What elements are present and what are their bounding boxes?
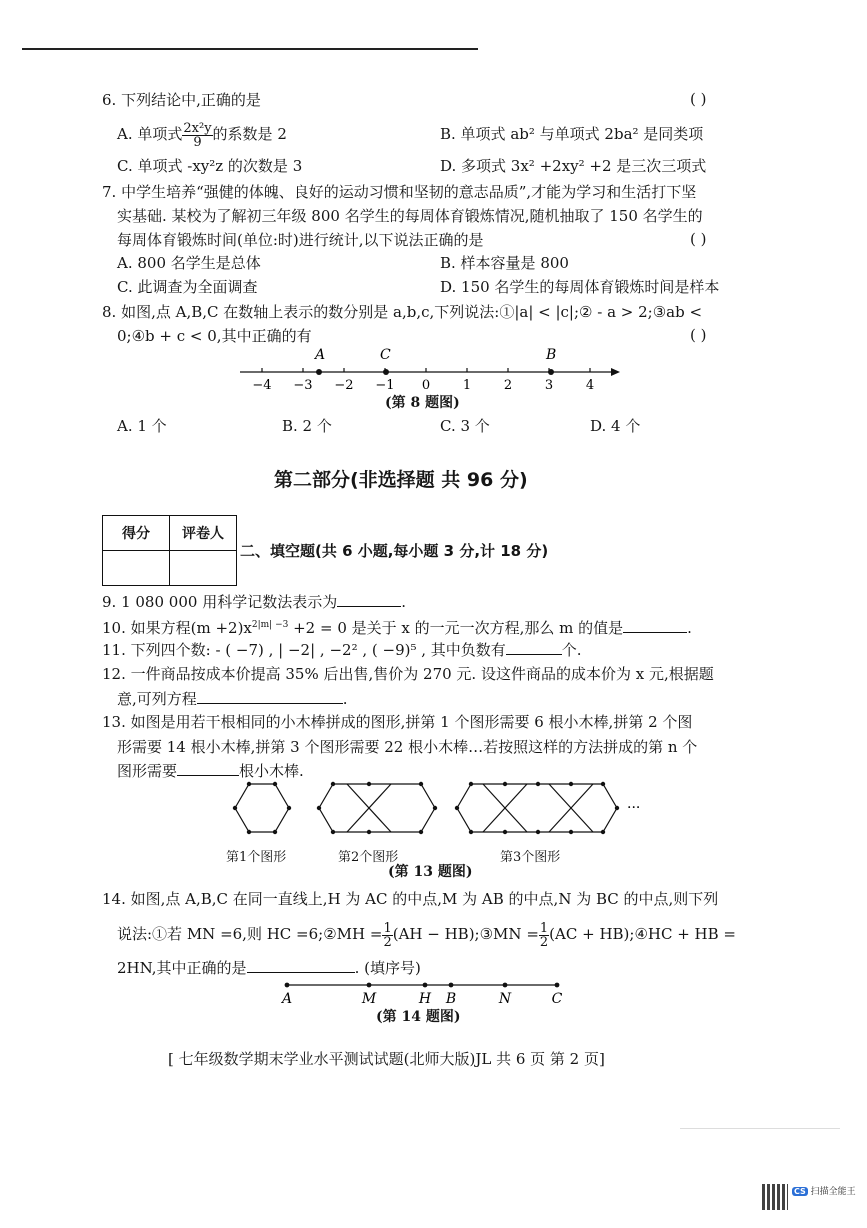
q6-stem: 6. 下列结论中,正确的是 <box>102 91 261 109</box>
q11-answer-blank <box>506 640 562 655</box>
q12-line1: 12. 一件商品按成本价提高 35% 后出售,售价为 270 元. 设这件商品的成本价为 x 元,根据题 <box>102 665 714 683</box>
score-header: 得分 <box>103 516 170 551</box>
score-table <box>102 515 237 586</box>
q13-end: 根小木棒. <box>239 762 304 780</box>
q6-a-denominator: 9 <box>193 134 202 150</box>
q12-line2 <box>117 689 348 709</box>
scanner-watermark <box>792 1184 856 1197</box>
fig2-caption: 第2个图形 <box>338 850 399 865</box>
q14-end: . (填序号) <box>354 959 421 977</box>
q14-half-fraction-1 <box>382 922 392 949</box>
segment-point-label: A <box>281 991 293 1007</box>
q8-answer-paren: ( ) <box>690 326 707 344</box>
q7-line3: 每周体育锻炼时间(单位:时)进行统计,以下说法正确的是 <box>117 231 484 249</box>
q13-line3 <box>117 761 304 781</box>
q14-statement-1-2: 说法:①若 MN =6,则 HC =6;②MH = <box>117 925 383 943</box>
q6-a-suffix: 的系数是 2 <box>212 125 287 143</box>
q6-answer-paren: ( ) <box>690 90 707 108</box>
half-denominator-2: 2 <box>539 934 549 950</box>
q14-statement-3: (AH − HB);③MN = <box>392 925 539 943</box>
q7-line1: 7. 中学生培养“强健的体魄、良好的运动习惯和坚韧的意志品质”,才能为学习和生活打下坚 <box>102 183 697 201</box>
tick-label: −4 <box>252 378 272 393</box>
segment-point-label: M <box>361 991 377 1007</box>
q9 <box>102 592 406 612</box>
figure-3-dots <box>455 782 619 834</box>
figure-2-dots <box>317 782 437 834</box>
q12-answer-blank <box>197 689 343 704</box>
pattern-ellipsis: ··· <box>627 800 641 816</box>
q12-end: . <box>342 690 348 708</box>
point-c-label: C <box>380 347 391 363</box>
q13-text: 图形需要 <box>117 762 178 780</box>
q6-option-b: B. 单项式 ab² 与单项式 2ba² 是同类项 <box>440 125 704 143</box>
point-a-dot <box>316 369 322 375</box>
q10-end: . <box>687 619 692 637</box>
segment-point-dot <box>555 983 560 988</box>
q9-answer-blank <box>337 592 401 607</box>
figure-2-sticks <box>319 784 435 832</box>
q10 <box>102 615 692 638</box>
q14-text: 2HN,其中正确的是 <box>117 959 247 977</box>
q8-option-b: B. 2 个 <box>282 417 332 435</box>
point-b-dot <box>548 369 554 375</box>
tick-label: 4 <box>585 378 595 393</box>
figure-1-dots <box>233 782 291 834</box>
section2-title: 二、填空题(共 6 小题,每小题 3 分,计 18 分) <box>240 542 549 560</box>
q7-line2: 实基础. 某校为了解初三年级 800 名学生的每周体育锻炼情况,随机抽取了 150 名学生的 <box>117 207 703 225</box>
q14-caption: (第 14 题图) <box>376 1009 461 1025</box>
q13-line2: 形需要 14 根小木棒,拼第 3 个图形需要 22 根小木棒…若按照这样的方法拼成的第 n 个 <box>117 738 698 756</box>
score-cell <box>103 551 170 586</box>
segment-point-dot <box>423 983 428 988</box>
segment-point-dot <box>285 983 290 988</box>
segment-point-label: N <box>498 991 512 1007</box>
q10-answer-blank <box>623 618 687 633</box>
segment-figure <box>275 978 575 1008</box>
part2-title: 第二部分(非选择题 共 96 分) <box>274 469 528 491</box>
q11-text: 11. 下列四个数: - ( −7) , | −2| , −2² , ( −9)⁵ , 其中负数有 <box>102 641 506 659</box>
stick-pattern-figure <box>225 780 665 840</box>
segment-point-dot <box>503 983 508 988</box>
fig3-caption: 第3个图形 <box>500 850 561 865</box>
q14-statement-4: (AC + HB);④HC + HB = <box>549 925 736 943</box>
q6-a-prefix: A. 单项式 <box>117 125 183 143</box>
q10-text-mid: +2 = 0 是关于 x 的一元一次方程,那么 m 的值是 <box>288 619 624 637</box>
q9-text: 9. 1 080 000 用科学记数法表示为 <box>102 593 338 611</box>
qr-code-icon <box>762 1184 788 1210</box>
top-rule <box>22 48 478 50</box>
half-numerator-2: 1 <box>539 920 549 936</box>
q7-option-b: B. 样本容量是 800 <box>440 254 569 272</box>
q6-option-c: C. 单项式 -xy²z 的次数是 3 <box>117 157 303 175</box>
grader-header: 评卷人 <box>170 516 237 551</box>
q12-text: 意,可列方程 <box>117 690 197 708</box>
q13-answer-blank <box>177 761 239 776</box>
segment-point-label: H <box>418 991 432 1007</box>
q7-answer-paren: ( ) <box>690 230 707 248</box>
q6-option-a <box>117 119 287 149</box>
tick-label: 0 <box>421 378 431 393</box>
q9-end: . <box>401 593 406 611</box>
half-numerator-1: 1 <box>383 920 392 936</box>
q8-caption: (第 8 题图) <box>385 395 460 411</box>
segment-point-label: B <box>445 991 457 1007</box>
q14-half-fraction-2 <box>539 922 549 949</box>
q11-end: 个. <box>561 641 582 659</box>
tick-label: −2 <box>334 378 354 393</box>
point-c-dot <box>383 369 389 375</box>
q7-option-d: D. 150 名学生的每周体育锻炼时间是样本 <box>440 278 720 296</box>
q14-line3 <box>117 958 421 978</box>
q8-option-c: C. 3 个 <box>440 417 490 435</box>
q14-line2 <box>117 918 736 950</box>
camscanner-logo-icon: CS <box>794 1187 806 1196</box>
camscanner-name: 扫描全能王 <box>810 1187 856 1197</box>
q13-caption: (第 13 题图) <box>388 864 473 880</box>
tick-label: −1 <box>375 378 395 393</box>
q14-line1: 14. 如图,点 A,B,C 在同一直线上,H 为 AC 的中点,M 为 AB 的中点,N 为 BC 的中点,则下列 <box>102 890 719 908</box>
figure-3-sticks <box>457 784 617 832</box>
q6-a-numerator: 2x²y <box>183 120 212 136</box>
scan-shadow-line <box>680 1128 840 1129</box>
q11 <box>102 640 582 660</box>
grader-cell <box>170 551 237 586</box>
number-line-arrow <box>611 368 620 376</box>
tick-label: −3 <box>293 378 313 393</box>
tick-label: 2 <box>503 378 513 393</box>
tick-label: 1 <box>462 378 472 393</box>
q13-line1: 13. 如图是用若干根相同的小木棒拼成的图形,拼第 1 个图形需要 6 根小木棒,拼第 2 个图 <box>102 713 693 731</box>
q6-option-d: D. 多项式 3x² +2xy² +2 是三次三项式 <box>440 157 707 175</box>
segment-points <box>280 983 563 1007</box>
point-a-label: A <box>315 347 326 363</box>
q8-option-d: D. 4 个 <box>590 417 641 435</box>
fig1-caption: 第1个图形 <box>226 850 287 865</box>
q14-answer-blank <box>247 958 355 973</box>
q10-exponent: 2|m| −3 <box>251 620 289 630</box>
half-denominator-1: 2 <box>383 934 392 950</box>
q10-text-start: 10. 如果方程(m +2)x <box>102 619 252 637</box>
tick-label: 3 <box>544 378 554 393</box>
q7-option-c: C. 此调查为全面调查 <box>117 278 258 296</box>
segment-point-dot <box>449 983 454 988</box>
q8-line1: 8. 如图,点 A,B,C 在数轴上表示的数分别是 a,b,c,下列说法:①|a| < |c|;② - a > 2;③ab < <box>102 303 703 321</box>
point-b-label: B <box>546 347 557 363</box>
segment-point-dot <box>367 983 372 988</box>
q6-a-fraction <box>182 122 212 149</box>
number-line-figure <box>230 344 630 396</box>
q8-line2: 0;④b + c < 0,其中正确的有 <box>117 327 312 345</box>
figure-1-hexagon <box>235 784 289 832</box>
page-footer: [ 七年级数学期末学业水平测试试题(北师大版)JL 共 6 页 第 2 页] <box>168 1050 605 1068</box>
q7-option-a: A. 800 名学生是总体 <box>117 254 261 272</box>
segment-point-label: C <box>551 991 563 1007</box>
q8-option-a: A. 1 个 <box>117 417 167 435</box>
